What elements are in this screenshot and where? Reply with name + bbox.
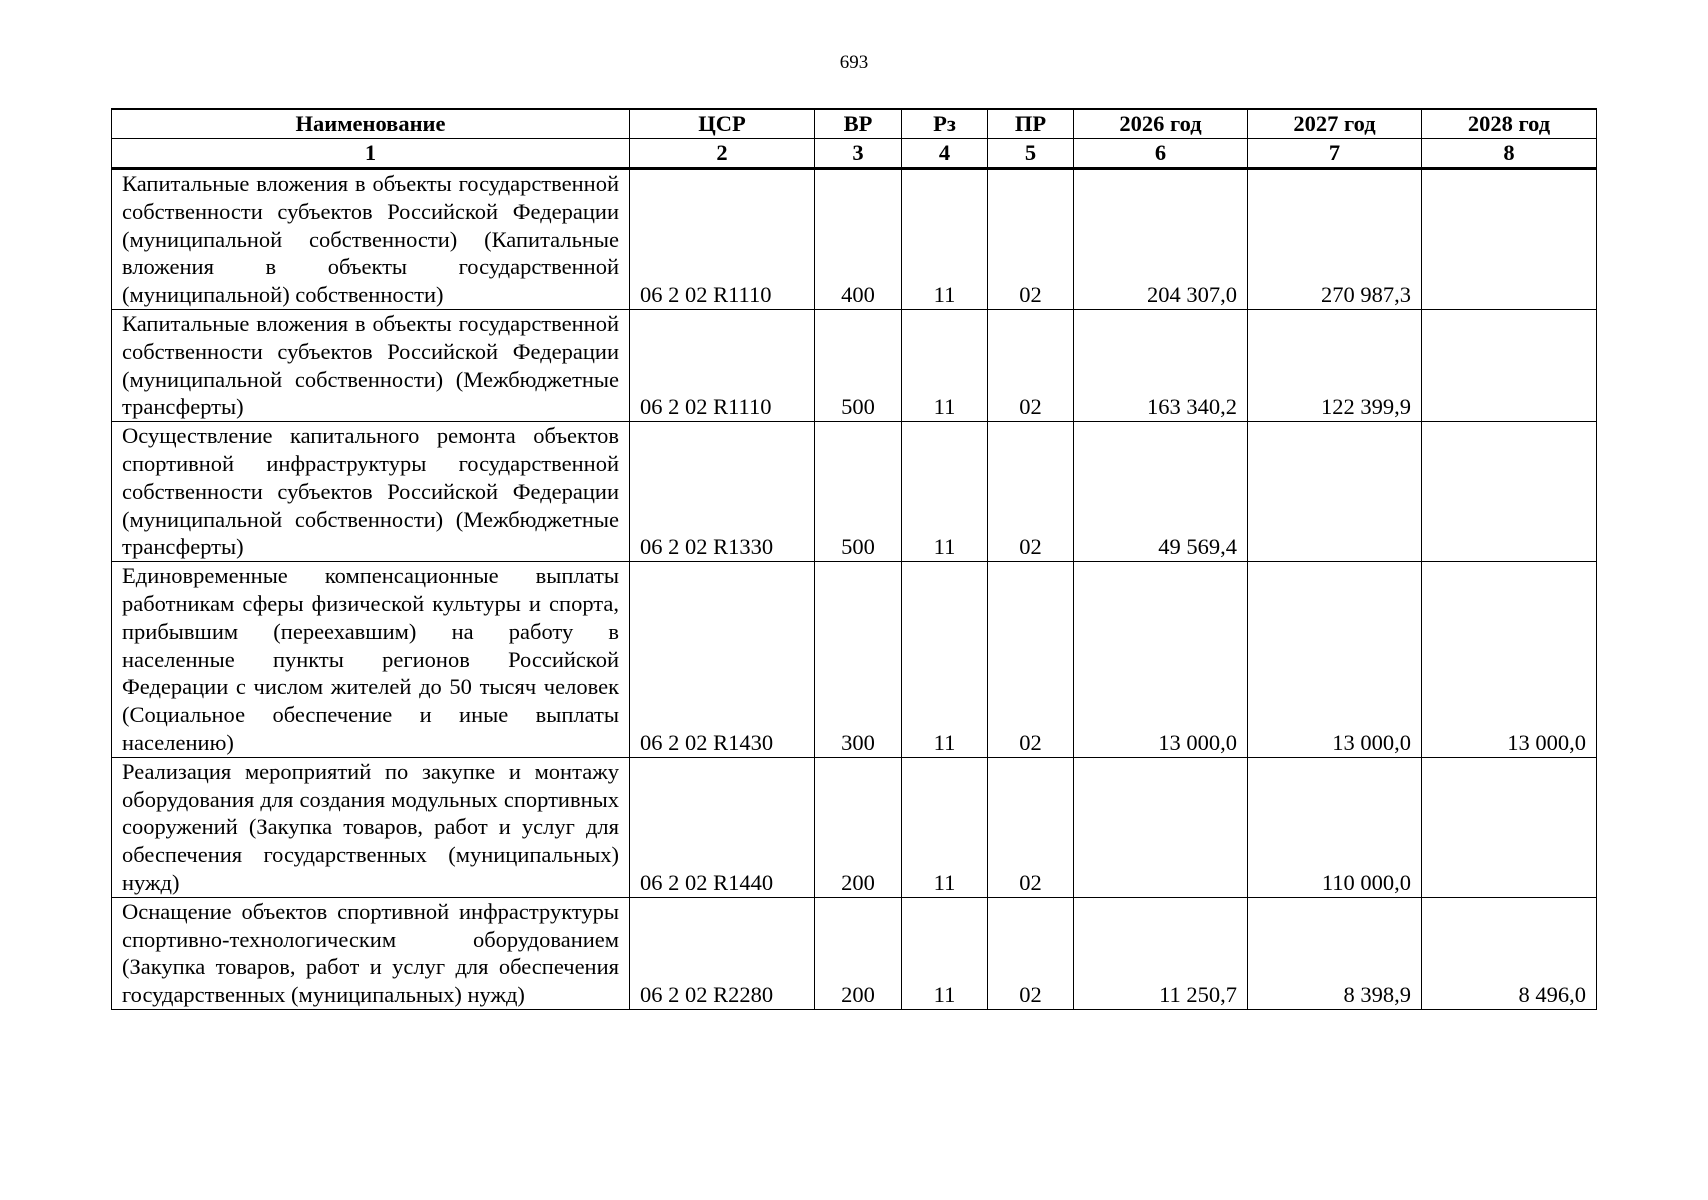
row-name: Капитальные вложения в объекты государственной собственности субъектов Российской Федерации (муниципальной собственности) (Капитальные вложения в объекты государственной (муниципальной) собственности) [112, 169, 630, 310]
column-number: 8 [1422, 139, 1597, 169]
table-row [112, 422, 1597, 562]
row-pr: 02 [988, 169, 1074, 310]
column-number: 7 [1248, 139, 1422, 169]
header-row [112, 109, 1597, 139]
row-amount-2028: 8 496,0 [1422, 897, 1597, 1009]
row-amount-2028 [1422, 422, 1597, 562]
header-2027: 2027 год [1248, 109, 1422, 139]
row-csr: 06 2 02 R1440 [630, 757, 815, 897]
page-number: 693 [839, 52, 869, 73]
row-pr: 02 [988, 757, 1074, 897]
header-vr: ВР [815, 109, 902, 139]
row-csr: 06 2 02 R1110 [630, 169, 815, 310]
row-csr: 06 2 02 R1430 [630, 562, 815, 758]
row-pr: 02 [988, 897, 1074, 1009]
column-number: 5 [988, 139, 1074, 169]
row-pr: 02 [988, 422, 1074, 562]
table-row [112, 757, 1597, 897]
column-number: 1 [112, 139, 630, 169]
row-vr: 300 [815, 562, 902, 758]
budget-table [111, 108, 1597, 1010]
table-body [112, 169, 1597, 1010]
table-row [112, 562, 1597, 758]
row-amount-2026 [1074, 757, 1248, 897]
row-vr: 500 [815, 422, 902, 562]
row-vr: 200 [815, 897, 902, 1009]
column-number-row [112, 139, 1597, 169]
column-number: 4 [902, 139, 988, 169]
table-row [112, 309, 1597, 421]
row-amount-2027: 8 398,9 [1248, 897, 1422, 1009]
header-csr: ЦСР [630, 109, 815, 139]
row-amount-2027: 270 987,3 [1248, 169, 1422, 310]
table-row [112, 897, 1597, 1009]
column-number: 3 [815, 139, 902, 169]
header-rz: Рз [902, 109, 988, 139]
row-amount-2026: 11 250,7 [1074, 897, 1248, 1009]
row-amount-2027: 122 399,9 [1248, 309, 1422, 421]
row-amount-2026: 163 340,2 [1074, 309, 1248, 421]
row-amount-2026: 49 569,4 [1074, 422, 1248, 562]
row-vr: 400 [815, 169, 902, 310]
row-rz: 11 [902, 757, 988, 897]
header-2026: 2026 год [1074, 109, 1248, 139]
row-amount-2028 [1422, 169, 1597, 310]
header-pr: ПР [988, 109, 1074, 139]
row-amount-2028 [1422, 309, 1597, 421]
row-amount-2026: 204 307,0 [1074, 169, 1248, 310]
row-vr: 500 [815, 309, 902, 421]
row-name: Реализация мероприятий по закупке и монтажу оборудования для создания модульных спортивных сооружений (Закупка товаров, работ и услуг для обеспечения государственных (муниципальных) нужд) [112, 757, 630, 897]
row-amount-2027: 110 000,0 [1248, 757, 1422, 897]
row-amount-2027 [1248, 422, 1422, 562]
row-name: Оснащение объектов спортивной инфраструктуры спортивно-технологическим оборудованием (Закупка товаров, работ и услуг для обеспечения государственных (муниципальных) нужд) [112, 897, 630, 1009]
row-amount-2028 [1422, 757, 1597, 897]
row-csr: 06 2 02 R1330 [630, 422, 815, 562]
table-header [112, 109, 1597, 169]
table-row [112, 169, 1597, 310]
row-amount-2028: 13 000,0 [1422, 562, 1597, 758]
row-pr: 02 [988, 562, 1074, 758]
row-vr: 200 [815, 757, 902, 897]
row-name: Капитальные вложения в объекты государственной собственности субъектов Российской Федерации (муниципальной собственности) (Межбюджетные трансферты) [112, 309, 630, 421]
row-name: Единовременные компенсационные выплаты работникам сферы физической культуры и спорта, прибывшим (переехавшим) на работу в населенные пункты регионов Российской Федерации с числом жителей до 50 тысяч человек (Социальное обеспечение и иные выплаты населению) [112, 562, 630, 758]
row-amount-2026: 13 000,0 [1074, 562, 1248, 758]
row-csr: 06 2 02 R1110 [630, 309, 815, 421]
row-rz: 11 [902, 309, 988, 421]
row-csr: 06 2 02 R2280 [630, 897, 815, 1009]
row-rz: 11 [902, 897, 988, 1009]
row-rz: 11 [902, 562, 988, 758]
header-name: Наименование [112, 109, 630, 139]
column-number: 2 [630, 139, 815, 169]
row-name: Осуществление капитального ремонта объектов спортивной инфраструктуры государственной собственности субъектов Российской Федерации (муниципальной собственности) (Межбюджетные трансферты) [112, 422, 630, 562]
row-amount-2027: 13 000,0 [1248, 562, 1422, 758]
row-rz: 11 [902, 422, 988, 562]
row-rz: 11 [902, 169, 988, 310]
header-2028: 2028 год [1422, 109, 1597, 139]
row-pr: 02 [988, 309, 1074, 421]
column-number: 6 [1074, 139, 1248, 169]
